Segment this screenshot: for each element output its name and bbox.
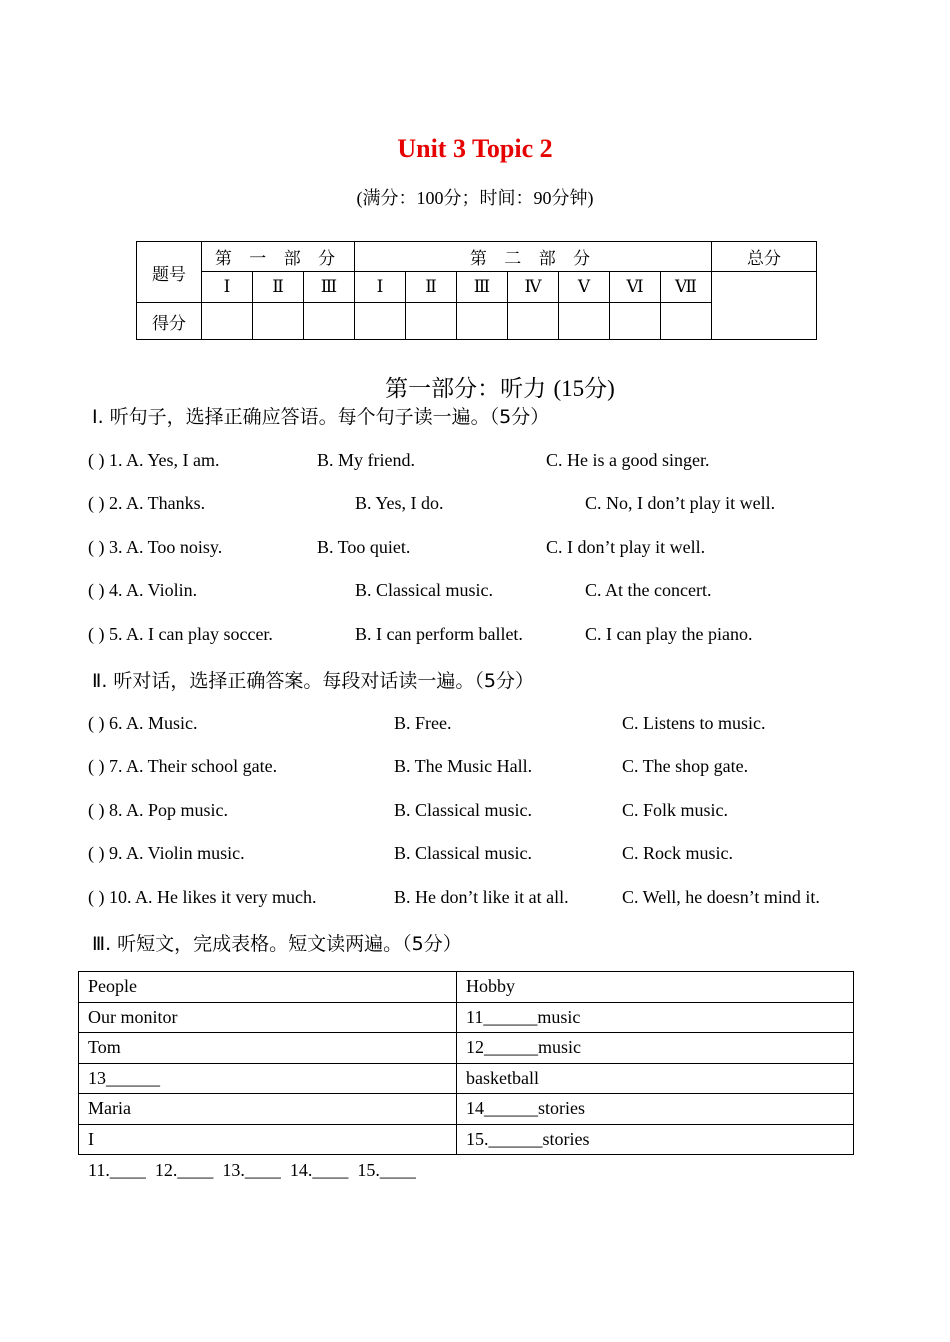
- question-8-option-b: B. Classical music.: [394, 800, 532, 820]
- question-6-option-b: B. Free.: [394, 713, 452, 733]
- question-10-option-c: C. Well, he doesn’t mind it.: [622, 887, 820, 907]
- part2-section-col: Ⅰ: [355, 272, 406, 303]
- part2-section-col: Ⅱ: [406, 272, 457, 303]
- question-9: ( ) 9. A. Violin music.: [88, 843, 245, 863]
- total-score-cell[interactable]: [712, 272, 817, 340]
- question-4: ( ) 4. A. Violin.: [88, 580, 198, 600]
- question-1-option-b: B. My friend.: [317, 450, 415, 470]
- question-2-option-c: C. No, I don’t play it well.: [585, 493, 776, 513]
- table-cell: basketball: [457, 1063, 854, 1094]
- part2-section-col: Ⅳ: [508, 272, 559, 303]
- table-row: [79, 1002, 854, 1033]
- question-1: ( ) 1. A. Yes, I am.: [88, 450, 220, 470]
- question-10: ( ) 10. A. He likes it very much.: [88, 887, 317, 907]
- question-3-option-b: B. Too quiet.: [317, 537, 411, 557]
- question-6: ( ) 6. A. Music.: [88, 713, 198, 733]
- table-row: [79, 1094, 854, 1125]
- table-cell: Tom: [79, 1033, 457, 1064]
- table-cell[interactable]: 13______: [79, 1063, 457, 1094]
- page-title: Unit 3 Topic 2: [397, 134, 553, 163]
- section3-heading: Ⅲ. 听短文，完成表格。短文读两遍。（5分）: [92, 933, 462, 955]
- answer-blanks[interactable]: 11.____ 12.____ 13.____ 14.____ 15.____: [88, 1160, 416, 1180]
- score-cell[interactable]: [559, 303, 610, 340]
- score-cell[interactable]: [508, 303, 559, 340]
- question-2-option-b: B. Yes, I do.: [355, 493, 444, 513]
- question-4-option-c: C. At the concert.: [585, 580, 712, 600]
- table-header-people: People: [79, 972, 457, 1003]
- hobby-table: [78, 971, 854, 1155]
- score-cell[interactable]: [406, 303, 457, 340]
- score-cell[interactable]: [457, 303, 508, 340]
- table-cell: Our monitor: [79, 1002, 457, 1033]
- part1-heading: [0, 370, 950, 403]
- question-1-option-c: C. He is a good singer.: [546, 450, 710, 470]
- score-cell[interactable]: [202, 303, 253, 340]
- question-10-option-b: B. He don’t like it at all.: [394, 887, 569, 907]
- question-8: ( ) 8. A. Pop music.: [88, 800, 229, 820]
- question-2: ( ) 2. A. Thanks.: [88, 493, 206, 513]
- question-5: ( ) 5. A. I can play soccer.: [88, 624, 273, 644]
- score-cell[interactable]: [253, 303, 304, 340]
- table-header-hobby: Hobby: [457, 972, 854, 1003]
- score-cell[interactable]: [661, 303, 712, 340]
- part2-section-col: Ⅲ: [457, 272, 508, 303]
- part1-heading-text: 第一部分：听力: [385, 376, 547, 402]
- section1-heading: Ⅰ. 听句子，选择正确应答语。每个句子读一遍。（5分）: [92, 406, 550, 428]
- table-cell: Maria: [79, 1094, 457, 1125]
- section2-heading: Ⅱ. 听对话，选择正确答案。每段对话读一遍。（5分）: [92, 670, 535, 692]
- question-9-option-c: C. Rock music.: [622, 843, 733, 863]
- row-label-number: 题号: [137, 242, 202, 303]
- question-5-option-b: B. I can perform ballet.: [355, 624, 523, 644]
- total-header: 总分: [712, 242, 817, 272]
- question-9-option-b: B. Classical music.: [394, 843, 532, 863]
- question-3-option-c: C. I don’t play it well.: [546, 537, 706, 557]
- table-cell[interactable]: 14______stories: [457, 1094, 854, 1125]
- question-5-option-c: C. I can play the piano.: [585, 624, 753, 644]
- question-4-option-b: B. Classical music.: [355, 580, 493, 600]
- table-cell[interactable]: 15.______stories: [457, 1124, 854, 1155]
- question-7-option-c: C. The shop gate.: [622, 756, 749, 776]
- question-7-option-b: B. The Music Hall.: [394, 756, 533, 776]
- question-7: ( ) 7. A. Their school gate.: [88, 756, 278, 776]
- score-cell[interactable]: [355, 303, 406, 340]
- question-3: ( ) 3. A. Too noisy.: [88, 537, 223, 557]
- part1-points: (15分): [553, 376, 615, 401]
- part1-section-col: Ⅱ: [253, 272, 304, 303]
- question-8-option-c: C. Folk music.: [622, 800, 729, 820]
- score-cell[interactable]: [610, 303, 661, 340]
- question-6-option-c: C. Listens to music.: [622, 713, 766, 733]
- score-cell[interactable]: [304, 303, 355, 340]
- table-cell[interactable]: 11______music: [457, 1002, 854, 1033]
- page-subtitle: (满分：100分；时间：90分钟): [356, 188, 594, 208]
- table-cell[interactable]: 12______music: [457, 1033, 854, 1064]
- part2-section-col: Ⅶ: [661, 272, 712, 303]
- row-label-score: 得分: [137, 303, 202, 340]
- score-table: [136, 241, 817, 340]
- part2-section-col: Ⅵ: [610, 272, 661, 303]
- part1-section-col: Ⅲ: [304, 272, 355, 303]
- table-cell: I: [79, 1124, 457, 1155]
- table-row: [79, 1033, 854, 1064]
- table-row: [79, 1063, 854, 1094]
- part1-header: 第 一 部 分: [202, 242, 355, 272]
- part2-header: 第 二 部 分: [355, 242, 712, 272]
- table-row: [79, 1124, 854, 1155]
- part1-section-col: Ⅰ: [202, 272, 253, 303]
- part2-section-col: Ⅴ: [559, 272, 610, 303]
- table-row: [79, 972, 854, 1003]
